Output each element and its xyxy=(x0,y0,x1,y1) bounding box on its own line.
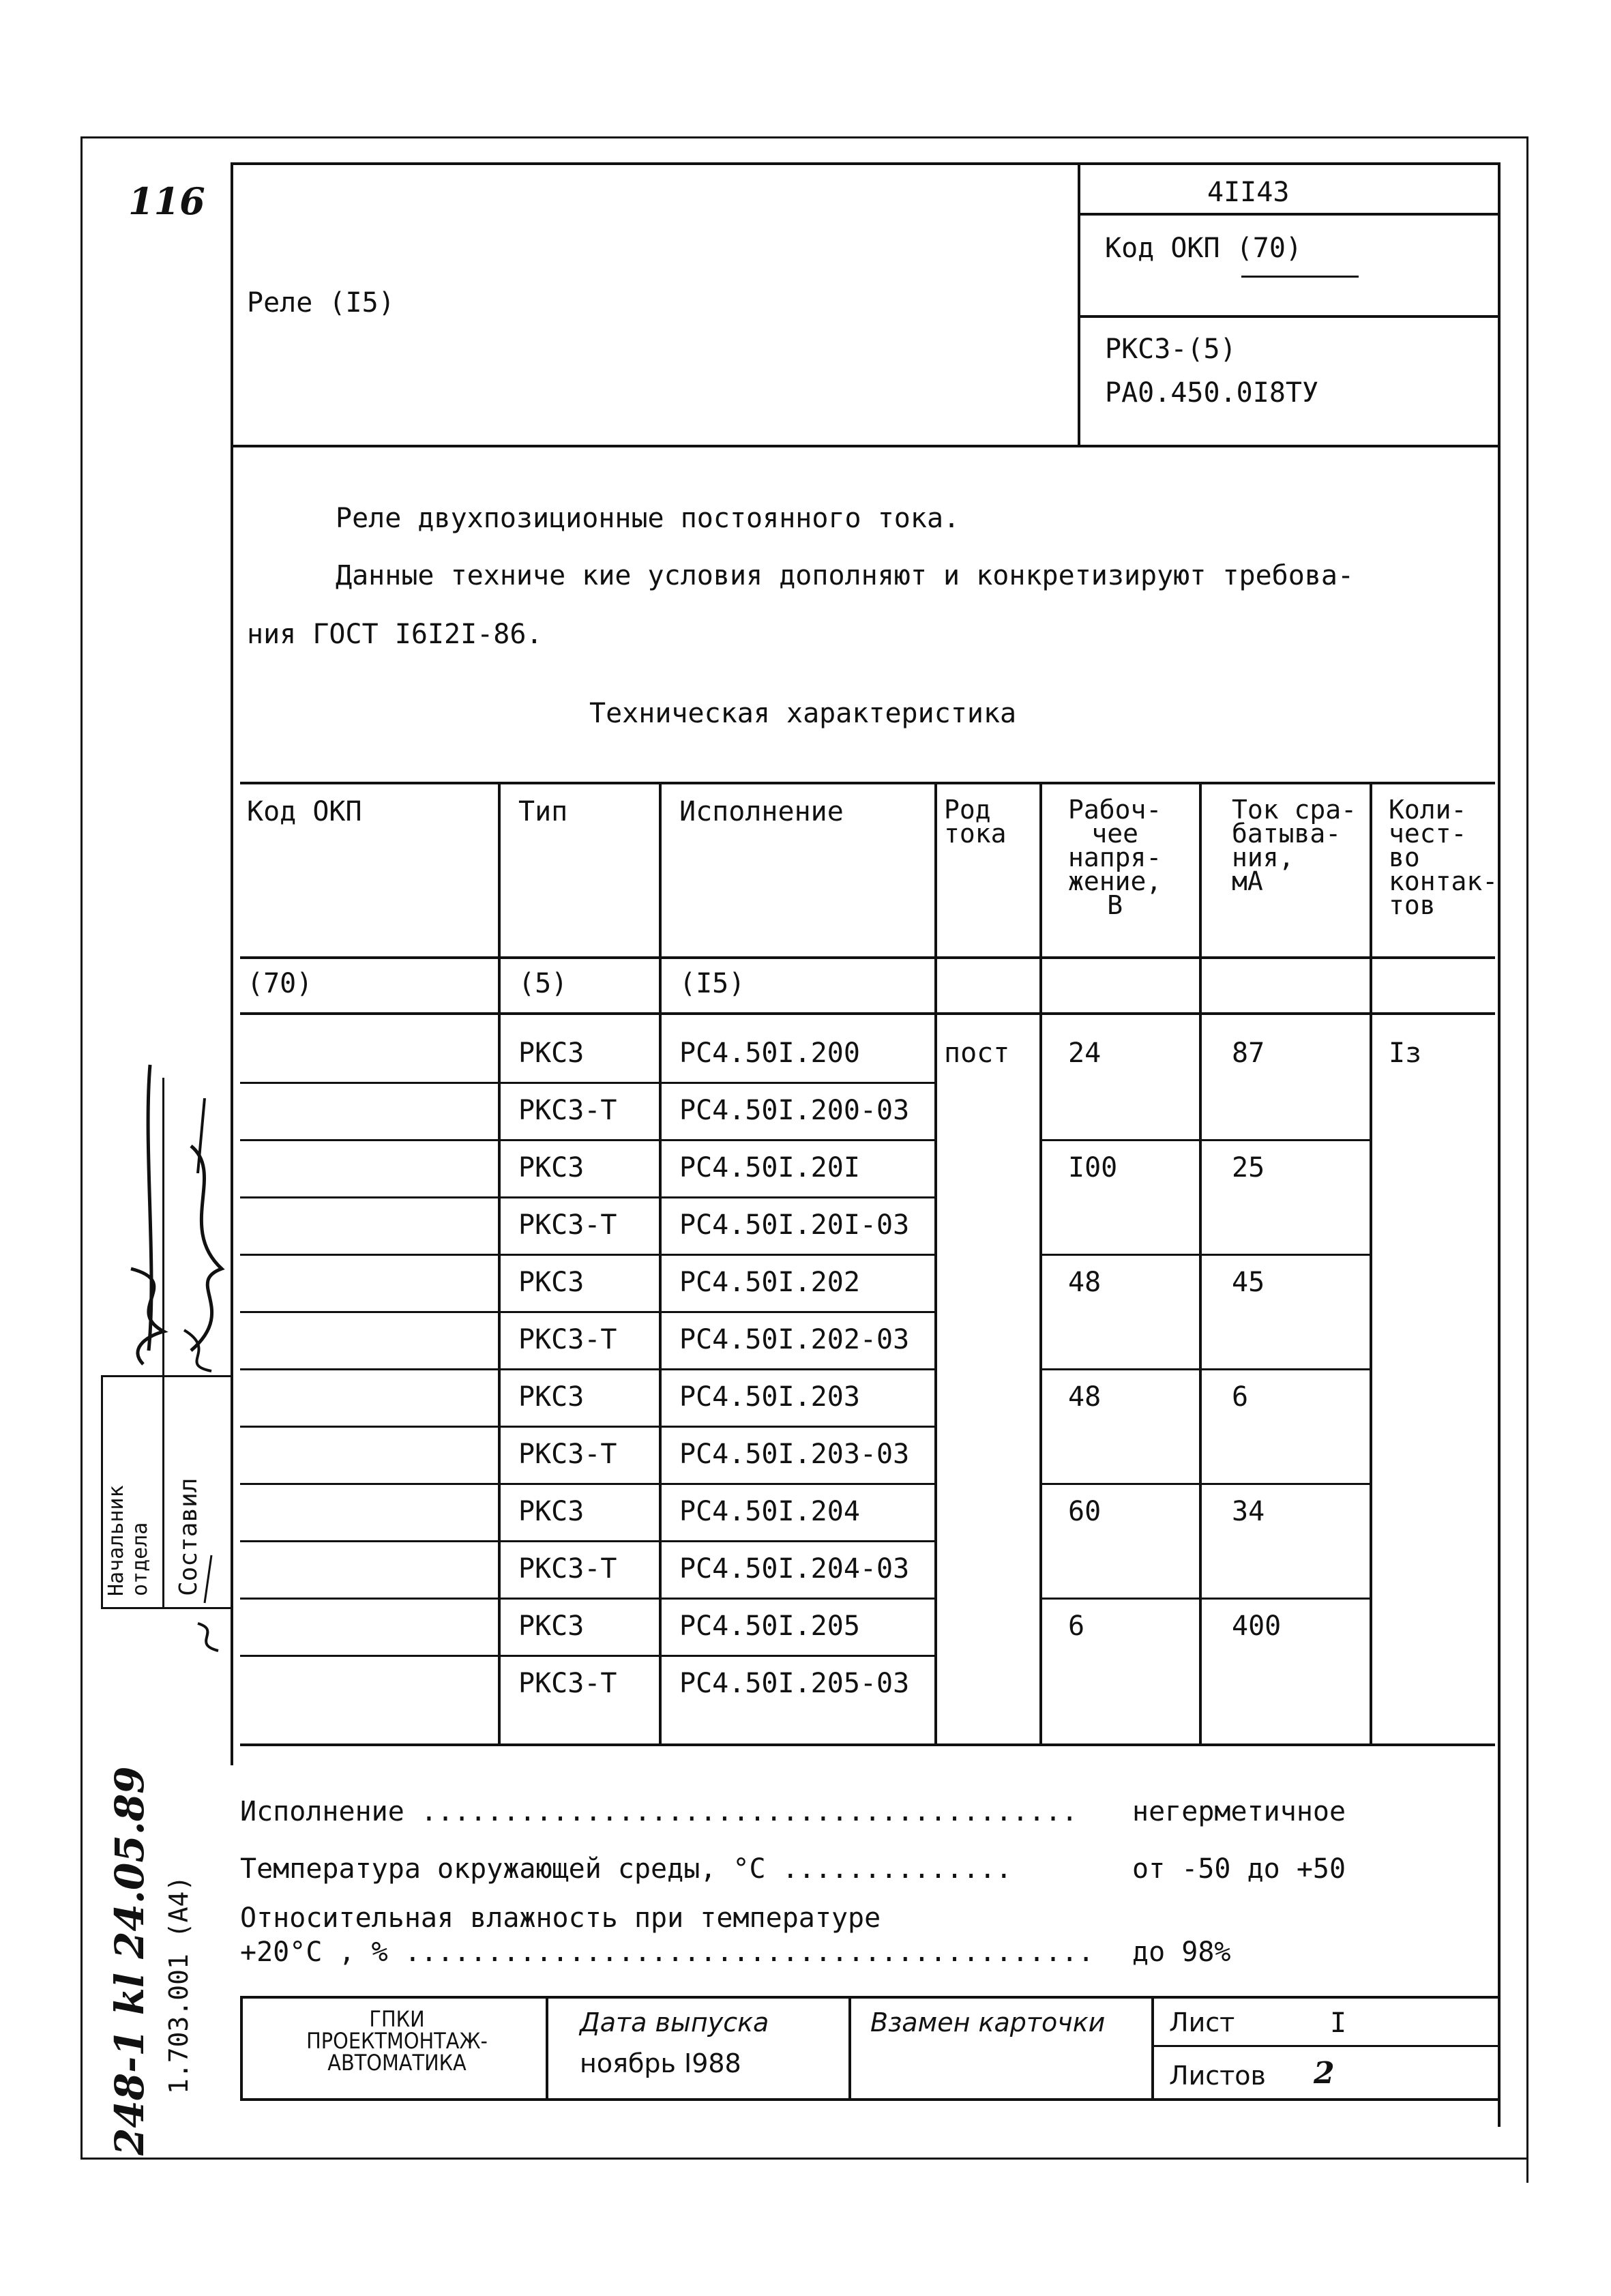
cell-type: РКСЗ xyxy=(518,1152,585,1183)
composed-by-label: Составил xyxy=(175,1477,203,1596)
issue-label: Дата выпуска xyxy=(580,2007,769,2037)
row-sep xyxy=(240,1598,934,1600)
property-value: негерметичное xyxy=(1132,1796,1346,1827)
sheet-value: I xyxy=(1330,2007,1347,2039)
cell-type: РКСЗ-Т xyxy=(518,1439,617,1470)
cell-voltage: 24 xyxy=(1068,1037,1102,1069)
intro-line-1: Реле двухпозиционные постоянного тока. xyxy=(336,503,960,534)
cell-type: РКСЗ xyxy=(518,1610,585,1642)
cell-trip-current: 34 xyxy=(1232,1496,1265,1527)
footer-left-line xyxy=(240,1996,243,2101)
cell-version: РС4.50I.205-03 xyxy=(679,1668,910,1699)
code-okp: (70) xyxy=(247,968,313,999)
footer-top-line xyxy=(240,1996,1501,1999)
row-sep xyxy=(240,1655,934,1657)
issue-date: ноябрь I988 xyxy=(580,2048,741,2078)
table-col-line-3 xyxy=(934,782,937,1743)
cell-version: РС4.50I.204-03 xyxy=(679,1553,910,1585)
cell-type: РКСЗ xyxy=(518,1037,585,1069)
header-code-line xyxy=(1078,213,1501,216)
cell-voltage: I00 xyxy=(1068,1152,1118,1183)
cell-version: РС4.50I.202-03 xyxy=(679,1324,910,1355)
cell-current-kind: пост xyxy=(944,1037,1010,1069)
cell-version: РС4.50I.205 xyxy=(679,1610,860,1642)
cell-trip-current: 45 xyxy=(1232,1267,1265,1298)
footer-divider-2 xyxy=(848,1996,851,2101)
property-value: до 98% xyxy=(1132,1937,1231,1968)
cell-voltage: 6 xyxy=(1068,1610,1085,1642)
header-voltage: Рабоч- чее напря- жение, В xyxy=(1068,795,1162,920)
cell-version: РС4.50I.203-03 xyxy=(679,1439,910,1470)
sheet-label: Лист xyxy=(1169,2007,1235,2037)
header-contacts: Коли- чест- во контак- тов xyxy=(1389,795,1498,920)
pair-sep xyxy=(1039,1139,1370,1141)
row-sep xyxy=(240,1196,934,1198)
cell-voltage: 48 xyxy=(1068,1381,1102,1413)
table-top-line xyxy=(240,782,1495,784)
okp-underline xyxy=(1241,276,1359,278)
cell-trip-current: 87 xyxy=(1232,1037,1265,1069)
cell-type: РКСЗ-Т xyxy=(518,1553,617,1585)
table-col-line-6 xyxy=(1370,782,1372,1743)
code-version: (I5) xyxy=(679,968,745,999)
footer-divider-1 xyxy=(546,1996,548,2101)
footer-bottom-line xyxy=(240,2098,1501,2101)
row-sep xyxy=(240,1311,934,1313)
main-right-line xyxy=(1498,162,1501,2127)
cell-type: РКСЗ-Т xyxy=(518,1209,617,1241)
outer-frame-top xyxy=(80,136,1528,138)
cell-voltage: 48 xyxy=(1068,1267,1102,1298)
code-type: (5) xyxy=(518,968,568,999)
pair-sep xyxy=(1039,1483,1370,1485)
outer-frame-left xyxy=(80,136,83,2160)
row-sep xyxy=(240,1426,934,1428)
row-sep xyxy=(240,1082,934,1084)
footer-sheet-line xyxy=(1151,2045,1501,2047)
property-label-2: +20°С , % .......................................... xyxy=(240,1937,1095,1968)
replace-label: Взамен карточки xyxy=(870,2007,1106,2037)
header-divider xyxy=(1078,162,1080,446)
document-code: 4II43 xyxy=(1207,177,1290,208)
head-of-department-label: Начальник отдела xyxy=(104,1485,152,1596)
document-id-handwritten: 248-1 kl 24.05.89 xyxy=(106,1766,153,2155)
header-okp-line xyxy=(1078,315,1501,318)
cell-type: РКСЗ-Т xyxy=(518,1324,617,1355)
pair-sep xyxy=(1039,1368,1370,1370)
cell-version: РС4.50I.204 xyxy=(679,1496,860,1527)
header-type: Тип xyxy=(518,796,568,827)
header-current-kind: Род тока xyxy=(944,795,1007,849)
cell-voltage: 60 xyxy=(1068,1496,1102,1527)
cell-contacts: Iз xyxy=(1389,1037,1422,1069)
sheets-value: 2 xyxy=(1314,2056,1335,2091)
cell-type: РКСЗ-Т xyxy=(518,1095,617,1126)
cell-type: РКСЗ xyxy=(518,1496,585,1527)
outer-frame-bottom xyxy=(80,2158,1528,2160)
header-okp: Код ОКП xyxy=(247,796,362,827)
intro-line-3: ния ГОСТ I6I2I-86. xyxy=(247,619,543,650)
cell-version: РС4.50I.203 xyxy=(679,1381,860,1413)
property-value: от -50 до +50 xyxy=(1132,1853,1346,1885)
table-header-line xyxy=(240,956,1495,959)
signature-marks xyxy=(102,1064,252,1664)
table-codes-line xyxy=(240,1012,1495,1015)
row-sep xyxy=(240,1540,934,1542)
property-label: Исполнение ........................................ xyxy=(240,1796,1078,1827)
cell-version: РС4.50I.20I xyxy=(679,1152,860,1183)
section-title: Техническая характеристика xyxy=(589,698,1017,729)
pair-sep xyxy=(1039,1254,1370,1256)
okp-code: Код ОКП (70) xyxy=(1105,233,1302,264)
cell-version: РС4.50I.200 xyxy=(679,1037,860,1069)
type-code: РКСЗ-(5) xyxy=(1105,334,1237,365)
sheets-label: Листов xyxy=(1169,2061,1266,2091)
cell-type: РКСЗ-Т xyxy=(518,1668,617,1699)
cell-type: РКСЗ xyxy=(518,1267,585,1298)
cell-trip-current: 6 xyxy=(1232,1381,1249,1413)
property-label: Температура окружающей среды, °С .............. xyxy=(240,1853,1012,1885)
table-bottom-line xyxy=(240,1743,1495,1746)
cell-trip-current: 25 xyxy=(1232,1152,1265,1183)
document-title: Реле (I5) xyxy=(247,287,395,319)
footer-divider-3 xyxy=(1151,1996,1154,2101)
spec-number: РА0.450.0I8ТУ xyxy=(1105,377,1319,409)
row-sep xyxy=(240,1254,934,1256)
outer-frame-right xyxy=(1526,136,1528,2183)
header-trip-current: Ток сра- батыва- ния, мА xyxy=(1232,795,1357,896)
cell-type: РКСЗ xyxy=(518,1381,585,1413)
intro-line-2: Данные техниче кие условия дополняют и конкретизируют требова- xyxy=(336,560,1355,591)
cell-version: РС4.50I.20I-03 xyxy=(679,1209,910,1241)
row-sep xyxy=(240,1483,934,1485)
header-top-line xyxy=(231,162,1501,165)
header-version: Исполнение xyxy=(679,796,844,827)
form-format: 1.703.001 (А4) xyxy=(164,1875,194,2094)
cell-trip-current: 400 xyxy=(1232,1610,1282,1642)
cell-version: РС4.50I.202 xyxy=(679,1267,860,1298)
page-number: 116 xyxy=(128,179,205,223)
header-bottom-line xyxy=(231,445,1501,447)
cell-version: РС4.50I.200-03 xyxy=(679,1095,910,1126)
row-sep xyxy=(240,1368,934,1370)
pair-sep xyxy=(1039,1598,1370,1600)
row-sep xyxy=(240,1139,934,1141)
organization: ГПКИ ПРОЕКТМОНТАЖ- АВТОМАТИКА xyxy=(306,2006,488,2076)
property-label: Относительная влажность при температуре xyxy=(240,1902,881,1934)
